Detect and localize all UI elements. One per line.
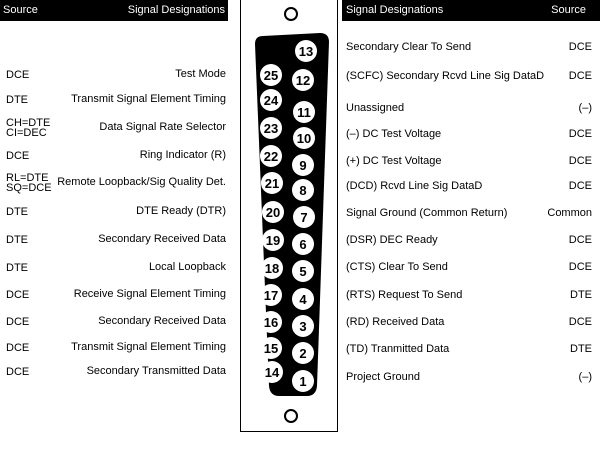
pin-number: 9: [299, 158, 307, 173]
pin-23: [260, 117, 282, 139]
pin-24: [260, 89, 282, 111]
pin-number: 13: [298, 44, 314, 59]
pin-number: 24: [263, 93, 279, 108]
right-source-4: DCE: [568, 128, 592, 140]
right-source-6: DCE: [568, 180, 592, 192]
top-mounting-hole: [285, 8, 297, 20]
pin-5: [292, 260, 314, 282]
left-signal-1: Test Mode: [175, 68, 226, 80]
pin-number: 18: [264, 261, 280, 276]
right-signal-12: (TD) Tranmitted Data: [346, 343, 450, 355]
pin-16: [260, 311, 282, 333]
db25-connector: [241, 0, 339, 432]
pin-number: 12: [295, 73, 311, 88]
pin-21: [261, 172, 283, 194]
right-signal-2: (SCFC) Secondary Rcvd Line Sig DataD: [346, 70, 545, 82]
right-source-header: Source: [551, 4, 586, 16]
pin-number: 8: [299, 183, 307, 198]
left-source-6: DTE: [6, 206, 28, 218]
pin-7: [293, 206, 315, 228]
right-header-bar: [342, 0, 600, 21]
right-source-11: DCE: [568, 316, 592, 328]
left-signal-12: Secondary Transmitted Data: [86, 365, 226, 377]
left-signal-3: Data Signal Rate Selector: [99, 121, 226, 133]
pin-number: 17: [263, 288, 279, 303]
pin-25: [260, 64, 282, 86]
right-source-5: DCE: [568, 155, 592, 167]
left-signal-4: Ring Indicator (R): [139, 149, 226, 161]
pin-number: 2: [299, 346, 307, 361]
pin-number: 10: [296, 131, 312, 146]
pin-3: [292, 315, 314, 337]
pin-11: [293, 101, 315, 123]
pin-number: 20: [265, 205, 281, 220]
pin-10: [293, 127, 315, 149]
right-signal-1: Secondary Clear To Send: [346, 41, 472, 53]
pin-19: [262, 229, 284, 251]
right-signal-13: Project Ground: [346, 371, 420, 383]
pin-9: [292, 154, 314, 176]
left-signal-8: Local Loopback: [148, 261, 226, 273]
right-source-9: DCE: [568, 261, 592, 273]
pin-number: 1: [299, 374, 307, 389]
left-source-4: DCE: [6, 150, 30, 162]
right-source-8: DCE: [568, 234, 592, 246]
left-source-12: DCE: [6, 366, 30, 378]
left-source-3: CH=DTE CI=DEC: [6, 117, 51, 139]
pin-number: 6: [299, 237, 307, 252]
left-header-bar: [0, 0, 228, 21]
right-source-2: DCE: [568, 70, 592, 82]
pin-number: 7: [300, 210, 308, 225]
pin-14: [261, 361, 283, 383]
left-source-1: DCE: [6, 69, 30, 81]
right-signal-5: (+) DC Test Voltage: [346, 155, 442, 167]
pin-2: [292, 342, 314, 364]
left-source-11: DCE: [6, 342, 30, 354]
pin-8: [292, 179, 314, 201]
left-signal-header: Signal Designations: [127, 4, 225, 16]
pin-number: 5: [299, 264, 307, 279]
pin-number: 16: [263, 315, 279, 330]
right-source-3: (–): [578, 102, 592, 114]
pin-number: 19: [265, 233, 281, 248]
left-signal-11: Transmit Signal Element Timing: [71, 341, 226, 353]
pin-20: [262, 201, 284, 223]
left-signal-5: Remote Loopback/Sig Quality Det.: [57, 176, 226, 188]
pin-18: [261, 257, 283, 279]
right-signal-7: Signal Ground (Common Return): [346, 207, 508, 219]
pin-number: 21: [264, 176, 280, 191]
pin-4: [292, 288, 314, 310]
left-source-7: DTE: [6, 234, 28, 246]
bottom-mounting-hole: [285, 410, 297, 422]
left-signal-6: DTE Ready (DTR): [136, 205, 226, 217]
right-signal-11: (RD) Received Data: [346, 316, 445, 328]
pin-17: [260, 284, 282, 306]
pin-number: 15: [263, 341, 279, 356]
left-signal-9: Receive Signal Element Timing: [73, 288, 226, 300]
right-signal-9: (CTS) Clear To Send: [346, 261, 448, 273]
pin-number: 3: [299, 319, 307, 334]
pin-number: 23: [263, 121, 279, 136]
right-signal-4: (–) DC Test Voltage: [346, 128, 442, 140]
pin-number: 11: [297, 105, 311, 120]
left-source-9: DCE: [6, 289, 30, 301]
pin-number: 14: [264, 365, 280, 380]
right-signal-6: (DCD) Rcvd Line Sig DataD: [346, 180, 483, 192]
connector-panel: [240, 0, 338, 432]
pin-number: 4: [299, 292, 307, 307]
pin-12: [292, 69, 314, 91]
left-source-header: Source: [3, 4, 38, 16]
right-signal-header: Signal Designations: [346, 4, 444, 16]
pin-number: 22: [263, 149, 279, 164]
left-signal-10: Secondary Received Data: [98, 315, 226, 327]
left-signal-7: Secondary Received Data: [98, 233, 226, 245]
pin-13: [295, 40, 317, 62]
right-source-12: DTE: [570, 343, 592, 355]
left-signal-2: Transmit Signal Element Timing: [71, 93, 226, 105]
left-source-8: DTE: [6, 262, 28, 274]
left-source-5: RL=DTE SQ=DCE: [6, 172, 52, 194]
right-signal-3: Unassigned: [346, 102, 405, 114]
left-source-10: DCE: [6, 316, 30, 328]
pin-15: [260, 337, 282, 359]
pin-6: [292, 233, 314, 255]
right-source-13: (–): [578, 371, 592, 383]
pin-number: 25: [263, 68, 279, 83]
right-source-10: DTE: [570, 289, 592, 301]
left-source-2: DTE: [6, 94, 28, 106]
pin-1: [292, 370, 314, 392]
right-source-1: DCE: [568, 41, 592, 53]
right-signal-8: (DSR) DEC Ready: [346, 234, 438, 246]
right-source-7: Common: [547, 207, 592, 219]
pin-22: [260, 145, 282, 167]
right-signal-10: (RTS) Request To Send: [346, 289, 463, 301]
